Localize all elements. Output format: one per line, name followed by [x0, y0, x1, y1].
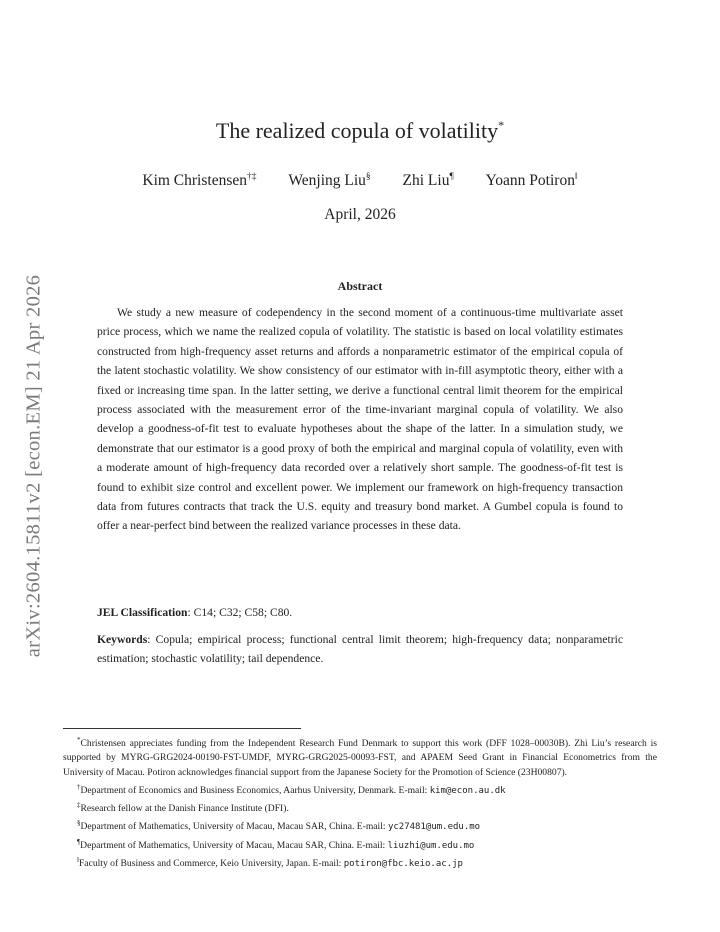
- footnote-liu-zhi: [63, 835, 657, 853]
- title-text: The realized copula of volatility: [215, 118, 499, 143]
- author-footnote-mark: †‡: [247, 172, 257, 182]
- footnote-mark: ‡: [77, 801, 81, 810]
- footnote-text: Faculty of Business and Commerce, Keio University, Japan. E-mail:: [78, 858, 344, 870]
- jel-label: JEL Classification: [97, 606, 188, 619]
- author-footnote-mark: ¶: [449, 172, 454, 182]
- paper-title: [0, 118, 720, 144]
- footnote-text: Department of Economics and Business Economics, Aarhus University, Denmark. E-mail:: [80, 784, 430, 796]
- arxiv-identifier[interactable]: arXiv:2604.15811v2 [econ.EM] 21 Apr 2026: [22, 274, 45, 658]
- footnote-mark: ¶: [77, 837, 81, 846]
- footnote-text: Christensen appreciates funding from the Independent Research Fund Denmark to support this work (DFF 1028–00030B). Zhi Liu’s research is supported by MYRG-GRG2024-00190-FST-UMDF, MYRG-GRG2025-00093-FST, and APAEM Seed Grant in Financial Econometrics from the University of Macau. Potiron acknowledges financial support from the Japanese Society for the Promotion of Science (23H00807).: [63, 738, 657, 778]
- author-liu-wenjing: [288, 172, 370, 190]
- footnote-dfi: [63, 798, 657, 816]
- email-link[interactable]: liuzhi@um.edu.mo: [387, 840, 475, 851]
- footnote-text: Department of Mathematics, University of Macau, Macau SAR, China. E-mail:: [80, 821, 388, 833]
- author-list: [0, 172, 720, 190]
- jel-codes: : C14; C32; C58; C80.: [187, 606, 293, 619]
- email-link[interactable]: potiron@fbc.keio.ac.jp: [343, 859, 463, 870]
- footnote-text: Research fellow at the Danish Finance Institute (DFI).: [80, 803, 289, 815]
- footnote-mark: §: [77, 819, 81, 828]
- author-potiron: [486, 172, 578, 190]
- footnotes: [63, 733, 657, 871]
- keywords-list: : Copula; empirical process; functional central limit theorem; high-frequency data; nonparametric estimation; stochastic volatility; tail dependence.: [97, 633, 623, 666]
- author-name: Zhi Liu: [402, 172, 450, 189]
- footnote-divider: [63, 728, 301, 729]
- footnote-potiron: [63, 853, 657, 871]
- author-liu-zhi: [403, 172, 454, 190]
- author-footnote-mark: ‖: [574, 172, 578, 182]
- footnote-mark: *: [77, 736, 81, 744]
- footnote-text: Department of Mathematics, University of Macau, Macau SAR, China. E-mail:: [80, 839, 388, 851]
- jel-classification: [97, 603, 623, 622]
- author-name: Yoann Potiron: [485, 172, 575, 189]
- footnote-mark: †: [77, 782, 81, 791]
- paper-date: April, 2026: [324, 206, 396, 223]
- author-name: Kim Christensen: [142, 172, 247, 189]
- keywords: [97, 630, 623, 669]
- author-christensen: [142, 172, 256, 190]
- footnote-funding: [63, 733, 657, 780]
- keywords-label: Keywords: [97, 633, 148, 646]
- email-link[interactable]: yc27481@um.edu.mo: [387, 822, 481, 833]
- author-name: Wenjing Liu: [288, 172, 366, 189]
- abstract-body: We study a new measure of codependency in the second moment of a continuous-time multivariate asset price process, which we name the realized copula of volatility. The statistic is based on local volatility estimates constructed from high-frequency asset returns and affords a nonparametric estimator of the empirical copula of the latent stochastic volatility. We show consistency of our estimator with in-fill asymptotic theory, either with a fixed or increasing time span. In the latter setting, we derive a functional central limit theorem for the empirical process associated with the measurement error of the time-invariant marginal copula of volatility. We also develop a goodness-of-fit test to evaluate hypotheses about the shape of the latter. In a simulation study, we demonstrate that our estimator is a good proxy of both the empirical and marginal copula of volatility, even with a moderate amount of high-frequency data recorded over a relatively short sample. The goodness-of-fit test is found to exhibit size control and excellent power. We implement our framework on high-frequency transaction data from futures contracts that track the U.S. equity and treasury bond market. A Gumbel copula is found to offer a near-perfect bind between the realized variance processes in these data.: [97, 306, 623, 533]
- footnote-christensen: [63, 780, 657, 798]
- abstract-heading: Abstract: [337, 279, 383, 293]
- title-footnote-mark: *: [498, 118, 505, 132]
- email-link[interactable]: kim@econ.au.dk: [429, 785, 506, 796]
- footnote-mark: ‖: [77, 856, 79, 865]
- footnote-liu-wenjing: [63, 816, 657, 834]
- author-footnote-mark: §: [365, 172, 371, 182]
